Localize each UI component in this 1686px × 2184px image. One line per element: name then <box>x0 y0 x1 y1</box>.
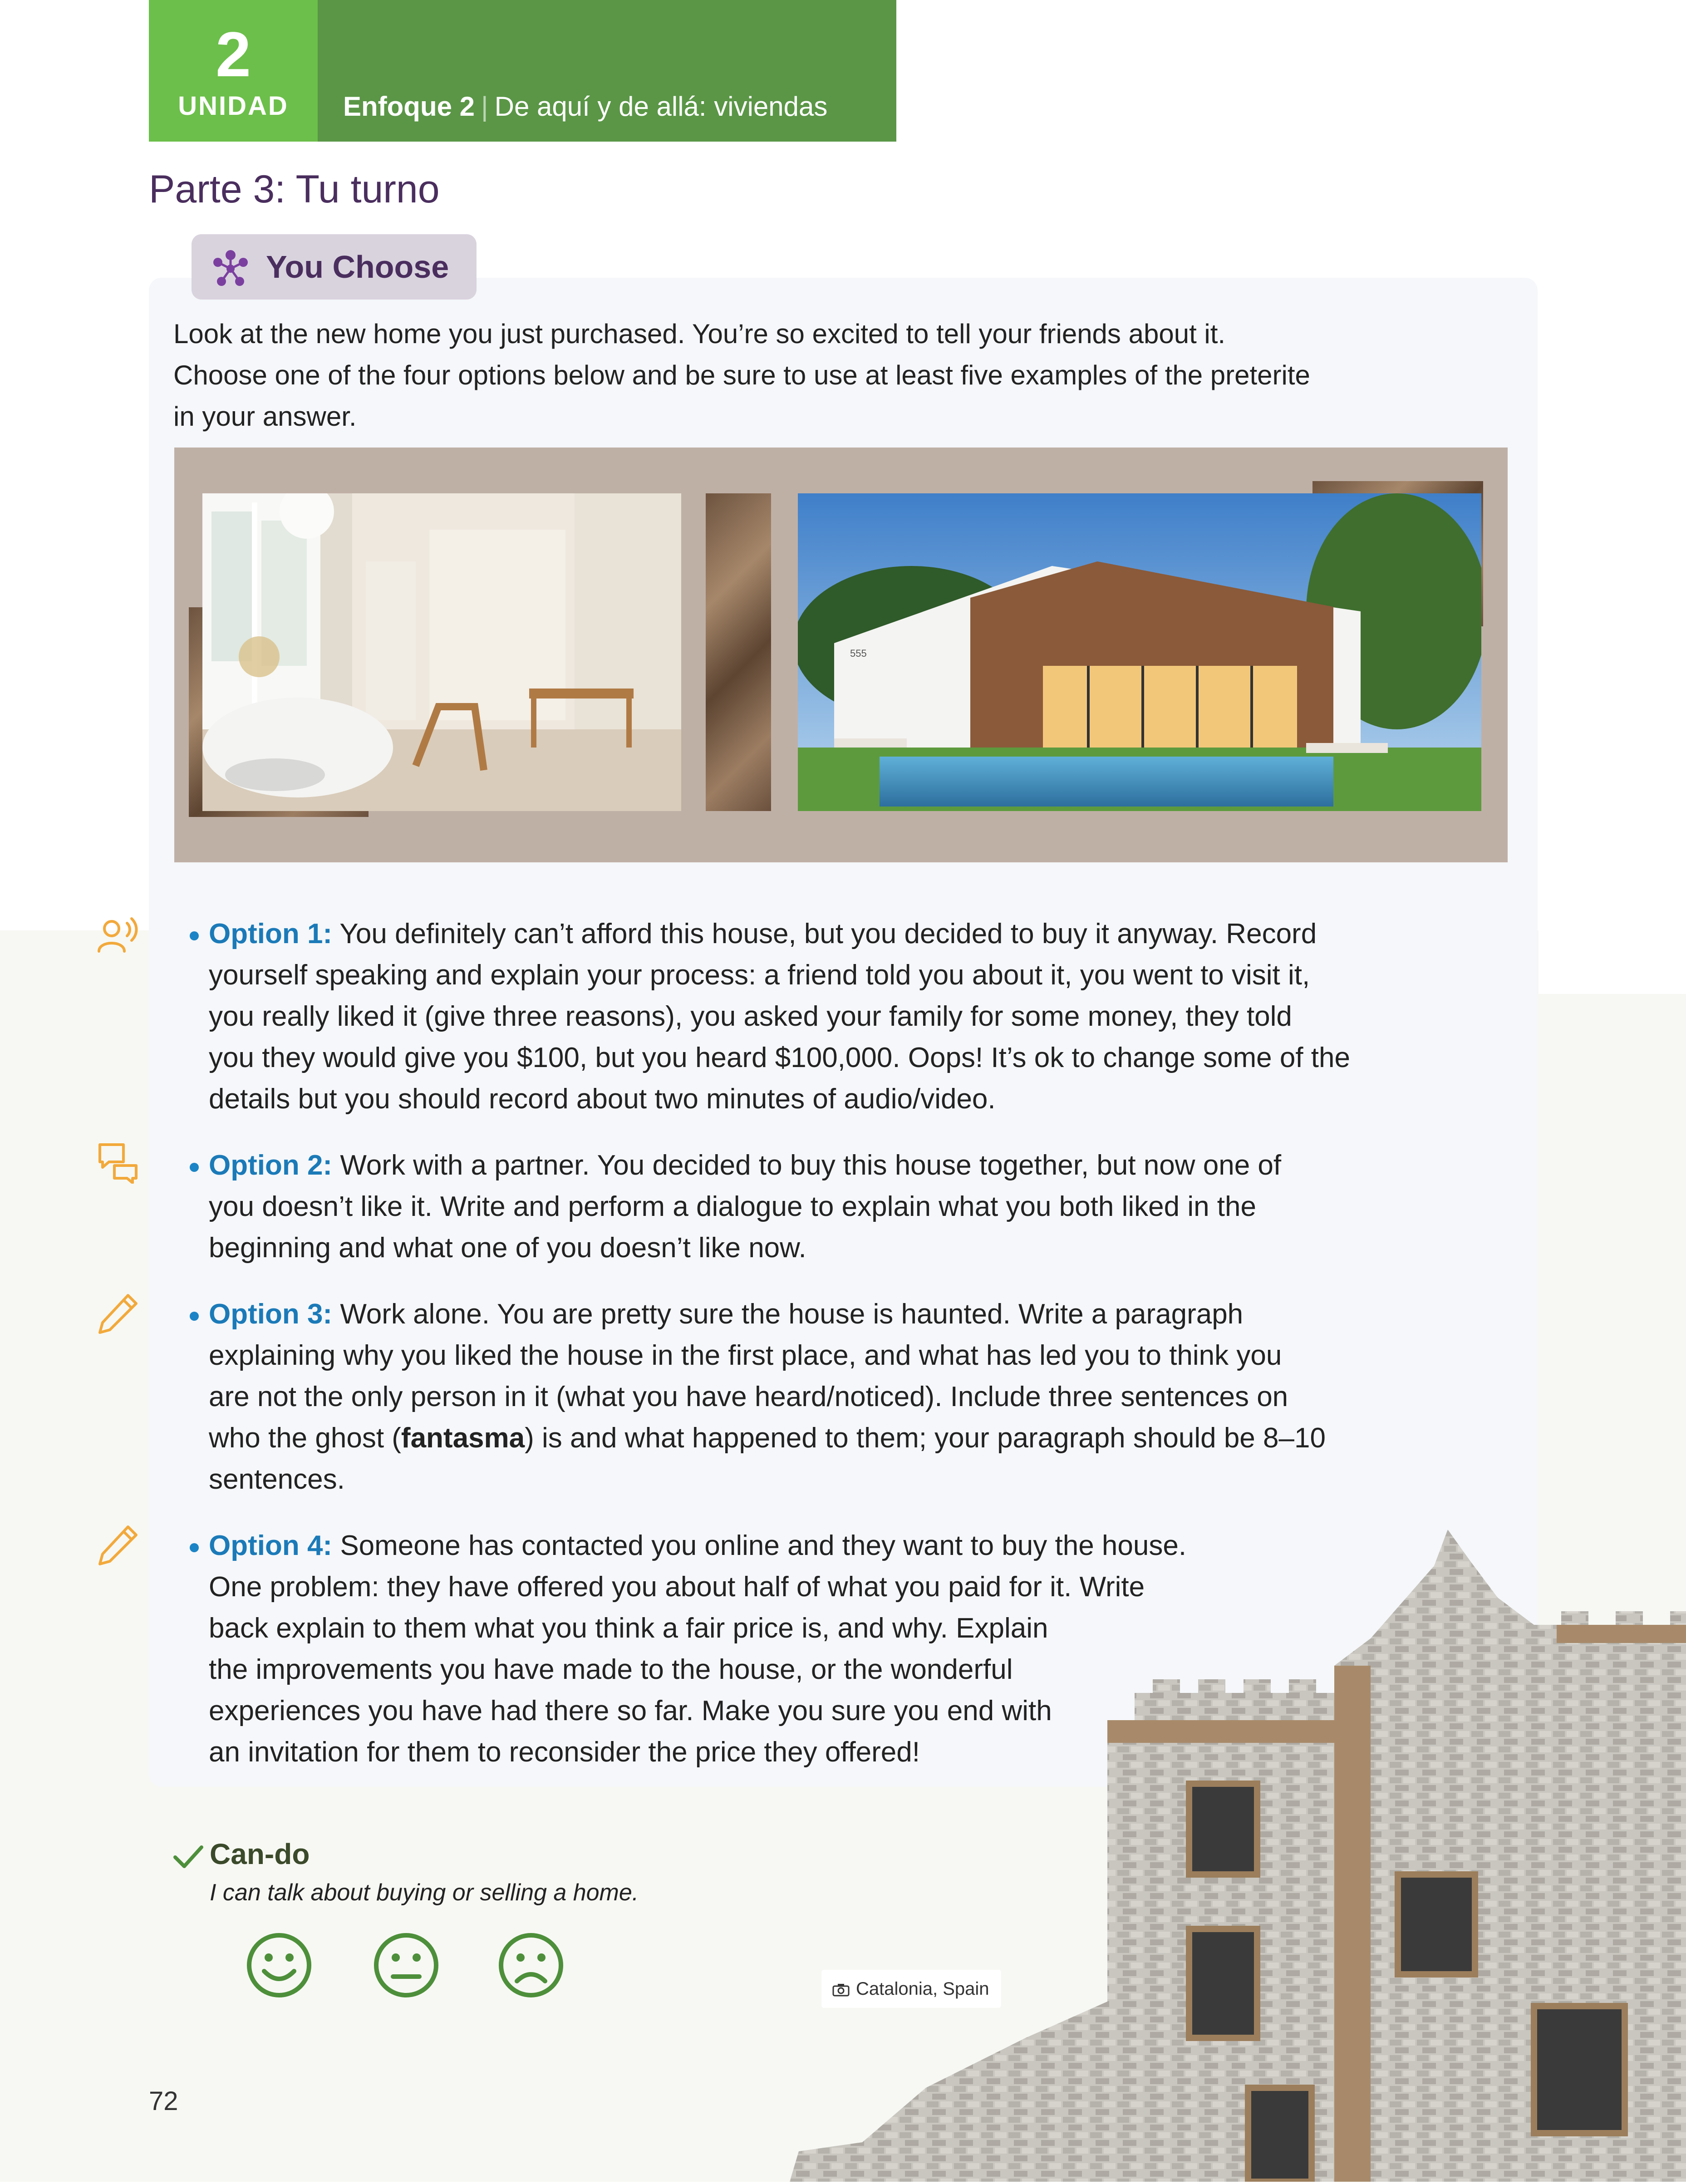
house-photo <box>798 493 1481 811</box>
option-line <box>209 1525 1507 1566</box>
bullet <box>190 931 199 940</box>
option-4 <box>209 1525 1507 1773</box>
option-line: yourself speaking and explain your process: a friend told you about it, you went to visit it, <box>209 959 1310 991</box>
focus-line <box>343 91 827 122</box>
page-title: Parte 3: Tu turno <box>149 167 440 211</box>
instruction-line: in your answer. <box>173 401 357 432</box>
option-text: Work alone. You are pretty sure the house is haunted. Write a paragraph <box>340 1299 1244 1330</box>
photo-caption <box>821 1970 1001 2008</box>
option-1 <box>209 913 1507 1120</box>
house-number: 555 <box>850 648 867 659</box>
unit-badge <box>149 0 318 142</box>
option-line: sentences. <box>209 1464 345 1495</box>
instruction-line: Choose one of the four options below and be sure to use at least five examples of the preterite <box>173 360 1310 390</box>
option-label: Option 4: <box>209 1530 333 1561</box>
interior-photo <box>202 493 681 811</box>
neutral-face-icon[interactable] <box>372 1931 440 1999</box>
option-line: explaining why you liked the house in the first place, and what has led you to think you <box>209 1340 1282 1371</box>
bullet <box>190 1163 199 1172</box>
option-line <box>209 1417 1507 1459</box>
you-choose-tag <box>192 234 477 300</box>
network-icon <box>208 245 253 290</box>
option-text: You definitely can’t afford this house, but you decided to buy it anyway. Record <box>339 918 1317 949</box>
option-text: ) is and what happened to them; your paragraph should be 8–10 <box>525 1422 1326 1454</box>
sad-face-icon[interactable] <box>497 1931 565 1999</box>
option-label: Option 3: <box>209 1299 333 1330</box>
option-2 <box>209 1145 1507 1269</box>
lower-background-notch <box>1539 930 1686 994</box>
option-text: Work with a partner. You decided to buy this house together, but now one of <box>340 1150 1282 1181</box>
option-line: beginning and what one of you doesn’t like now. <box>209 1232 806 1264</box>
option-line: details but you should record about two minutes of audio/video. <box>209 1083 996 1115</box>
option-line <box>209 1294 1507 1335</box>
option-line: experiences you have had there so far. Make you sure you end with <box>209 1695 1052 1727</box>
unit-label: UNIDAD <box>178 91 289 121</box>
option-label: Option 2: <box>209 1150 333 1181</box>
instruction-line: Look at the new home you just purchased. You’re so excited to tell your friends about it. <box>173 319 1226 349</box>
cando-title: Can-do <box>210 1838 310 1870</box>
option-line: the improvements you have made to the house, or the wonderful <box>209 1654 1013 1685</box>
check-icon <box>172 1843 204 1870</box>
wood-texture <box>706 493 771 811</box>
option-line <box>209 913 1507 954</box>
option-text: Someone has contacted you online and they want to buy the house. <box>340 1530 1187 1561</box>
camera-icon <box>832 1983 850 1997</box>
tag-label: You Choose <box>266 249 449 285</box>
option-line: back explain to them what you think a fair price is, and why. Explain <box>209 1613 1048 1644</box>
option-label: Option 1: <box>209 918 333 949</box>
unit-number: 2 <box>216 19 251 90</box>
speaking-icon <box>95 912 139 956</box>
option-3 <box>209 1294 1507 1500</box>
bullet <box>190 1543 199 1552</box>
focus-subtitle: De aquí y de allá: viviendas <box>494 91 828 122</box>
option-line: an invitation for them to reconsider the price they offered! <box>209 1736 920 1768</box>
cando-statement: I can talk about buying or selling a home. <box>210 1879 639 1906</box>
focus-label: Enfoque 2 <box>343 91 475 122</box>
option-line: you doesn’t like it. Write and perform a dialogue to explain what you both liked in the <box>209 1191 1256 1222</box>
option-line <box>209 1145 1507 1186</box>
option-line: you they would give you $100, but you heard $100,000. Oops! It’s ok to change some of the <box>209 1042 1350 1073</box>
option-line: you really liked it (give three reasons), you asked your family for some money, they told <box>209 1001 1292 1032</box>
focus-separator: | <box>481 91 488 122</box>
option-line: One problem: they have offered you about half of what you paid for it. Write <box>209 1571 1145 1603</box>
dialogue-icon <box>96 1140 140 1184</box>
happy-face-icon[interactable] <box>245 1931 313 1999</box>
pencil-icon <box>96 1523 140 1567</box>
caption-text: Catalonia, Spain <box>856 1979 989 1999</box>
page-number: 72 <box>149 2086 178 2116</box>
bullet <box>190 1312 199 1321</box>
option-text: who the ghost ( <box>209 1422 401 1454</box>
instructions <box>173 313 1526 437</box>
photo-band <box>174 448 1508 862</box>
pencil-icon <box>96 1292 140 1335</box>
focus-header <box>318 0 896 142</box>
option-line: are not the only person in it (what you have heard/noticed). Include three sentences on <box>209 1381 1288 1412</box>
key-term: fantasma <box>401 1422 525 1454</box>
